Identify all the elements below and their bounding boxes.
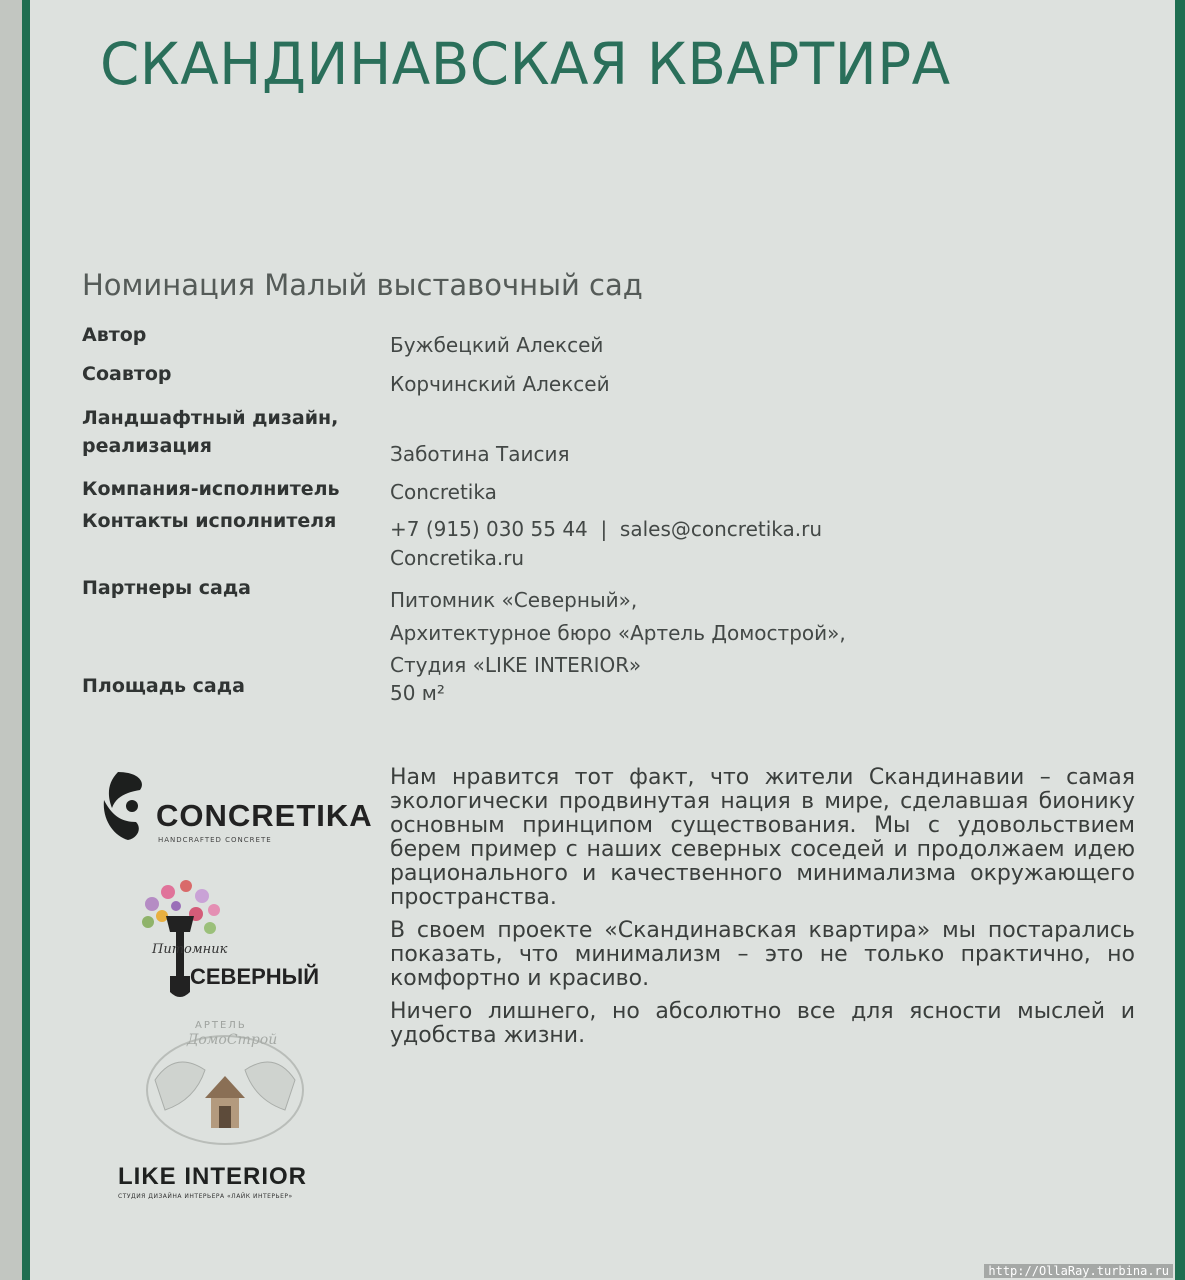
artel-logo [135, 1020, 315, 1150]
contacts-value-site: Concretika.ru [390, 546, 525, 570]
landscape-label-line1: Ландшафтный дизайн, [82, 407, 339, 429]
description-paragraph-3: Ничего лишнего, но абсолютно все для ясности мыслей и удобства жизни. [390, 999, 1135, 1048]
contacts-value-phone-email: +7 (915) 030 55 44 | sales@concretika.ru [390, 517, 823, 541]
left-green-border [22, 0, 30, 1280]
domostroy-script: ДомоСтрой [187, 1032, 278, 1048]
right-green-border [1175, 0, 1185, 1280]
landscape-value: Заботина Таисия [390, 442, 570, 466]
partners-value-line3: Студия «LIKE INTERIOR» [390, 653, 642, 677]
description-paragraph-2: В своем проекте «Скандинавская квартира» мы постарались показать, что минимализм – это не только практично, но комфортно и красиво. [390, 918, 1135, 991]
like-interior-logo [118, 1163, 348, 1213]
severny-label: СЕВЕРНЫЙ [190, 964, 320, 989]
artel-top-label: АРТЕЛЬ [195, 1020, 247, 1031]
area-value: 50 м² [390, 681, 445, 705]
area-label: Площадь сада [82, 675, 245, 697]
author-label: Автор [82, 324, 147, 346]
landscape-label-line2: реализация [82, 435, 212, 457]
nomination-heading: Номинация Малый выставочный сад [82, 268, 643, 302]
like-interior-wordmark: LIKE INTERIOR [118, 1163, 308, 1190]
left-background [0, 0, 22, 1280]
pitomnik-label: Питомник [152, 942, 228, 957]
concretika-logo [98, 770, 373, 850]
coauthor-value: Корчинский Алексей [390, 372, 610, 396]
concretika-mark-icon [98, 770, 156, 842]
pitomnik-logo [130, 876, 330, 1006]
author-value: Бужбецкий Алексей [390, 333, 604, 357]
watermark: http://OllaRay.turbina.ru [984, 1264, 1173, 1278]
partners-value-line2: Архитектурное бюро «Артель Домострой», [390, 621, 846, 645]
description-paragraph-1: Нам нравится тот факт, что жители Скандинавии – самая экологически продвинутая нация в мире, сделавшая бионику основным принципом существования. Мы с удовольствием берем пример с наших северных соседей и продолжаем идею рационального и качественного минимализма окружающего пространства. [390, 765, 1135, 910]
company-label: Компания-исполнитель [82, 478, 340, 500]
description-block [390, 766, 1135, 1057]
concretika-tagline: HANDCRAFTED CONCRETE [158, 836, 272, 844]
page-title: СКАНДИНАВСКАЯ КВАРТИРА [100, 30, 951, 98]
partners-label: Партнеры сада [82, 577, 251, 599]
concretika-wordmark: CONCRETIKA [156, 798, 373, 833]
partners-value-line1: Питомник «Северный», [390, 588, 638, 612]
coauthor-label: Соавтор [82, 363, 172, 385]
company-value: Concretika [390, 480, 497, 504]
like-interior-tagline: СТУДИЯ ДИЗАЙНА ИНТЕРЬЕРА «ЛАЙК ИНТЕРЬЕР» [118, 1193, 293, 1200]
contacts-label: Контакты исполнителя [82, 510, 337, 532]
